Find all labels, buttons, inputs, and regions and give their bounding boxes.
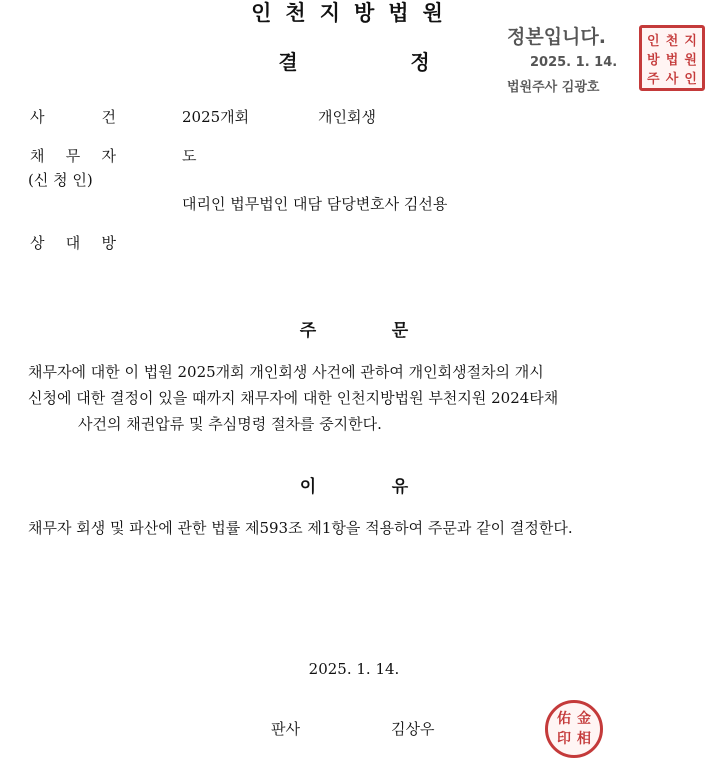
case-number: 2025개회	[182, 108, 250, 126]
order-line-1: 채무자에 대한 이 법원 2025개회 개인회생 사건에 관하여 개인회생절차의 개시	[28, 363, 544, 381]
heading-char: 문	[391, 321, 409, 341]
debtor-agent: 대리인 법무법인 대담 담당변호사 김선용	[182, 195, 448, 213]
label-char: 사	[30, 108, 45, 126]
label-char: 상	[30, 234, 45, 252]
case-type: 개인회생	[318, 108, 376, 126]
label-char: 대	[65, 234, 81, 252]
seal-char: 지	[684, 34, 697, 49]
certification-text: 정본입니다.	[507, 26, 606, 48]
seal-char: 金	[577, 710, 591, 727]
reason-heading	[0, 472, 708, 497]
debtor-name: 도	[182, 147, 197, 165]
case-label	[30, 106, 116, 127]
court-title: 인천지방법원	[251, 1, 457, 25]
order-line-2: 신청에 대한 결정이 있을 때까지 채무자에 대한 인천지방법원 부천지원 2024타채	[28, 389, 559, 407]
doc-type-char: 정	[410, 50, 430, 74]
seal-char: 相	[577, 730, 591, 747]
court-seal	[639, 25, 705, 91]
seal-char: 천	[665, 34, 679, 49]
certification-date: 2025. 1. 14.	[530, 55, 618, 70]
seal-char: 印	[557, 730, 571, 747]
decision-date: 2025. 1. 14.	[308, 660, 400, 678]
judge-label: 판사	[271, 720, 300, 738]
doc-type-char: 결	[278, 50, 298, 74]
seal-char: 佑	[557, 710, 571, 727]
seal-char: 인	[684, 72, 697, 87]
judge-seal	[545, 700, 603, 758]
order-heading	[0, 316, 708, 341]
label-char: 자	[101, 147, 116, 165]
debtor-label	[30, 145, 116, 166]
judge-name: 김상우	[391, 720, 435, 738]
label-char: 건	[101, 108, 116, 126]
heading-char: 유	[391, 477, 409, 497]
seal-char: 방	[647, 53, 660, 68]
reason-text: 채무자 회생 및 파산에 관한 법률 제593조 제1항을 적용하여 주문과 같이 결정한다.	[28, 519, 573, 537]
seal-char: 법	[665, 53, 679, 68]
seal-char: 사	[665, 72, 679, 87]
label-char: 무	[65, 147, 81, 165]
certification-clerk: 법원주사 김광호	[507, 80, 600, 95]
label-char: 채	[30, 147, 45, 165]
seal-char: 주	[647, 72, 660, 87]
order-line-3: 사건의 채권압류 및 추심명령 절차를 중지한다.	[78, 415, 382, 433]
applicant-sublabel: (신 청 인)	[28, 171, 93, 189]
seal-char: 원	[684, 53, 697, 68]
seal-char: 인	[647, 34, 660, 49]
label-char: 방	[101, 234, 116, 252]
heading-char: 주	[299, 321, 317, 341]
respondent-label	[30, 232, 116, 253]
heading-char: 이	[299, 477, 317, 497]
